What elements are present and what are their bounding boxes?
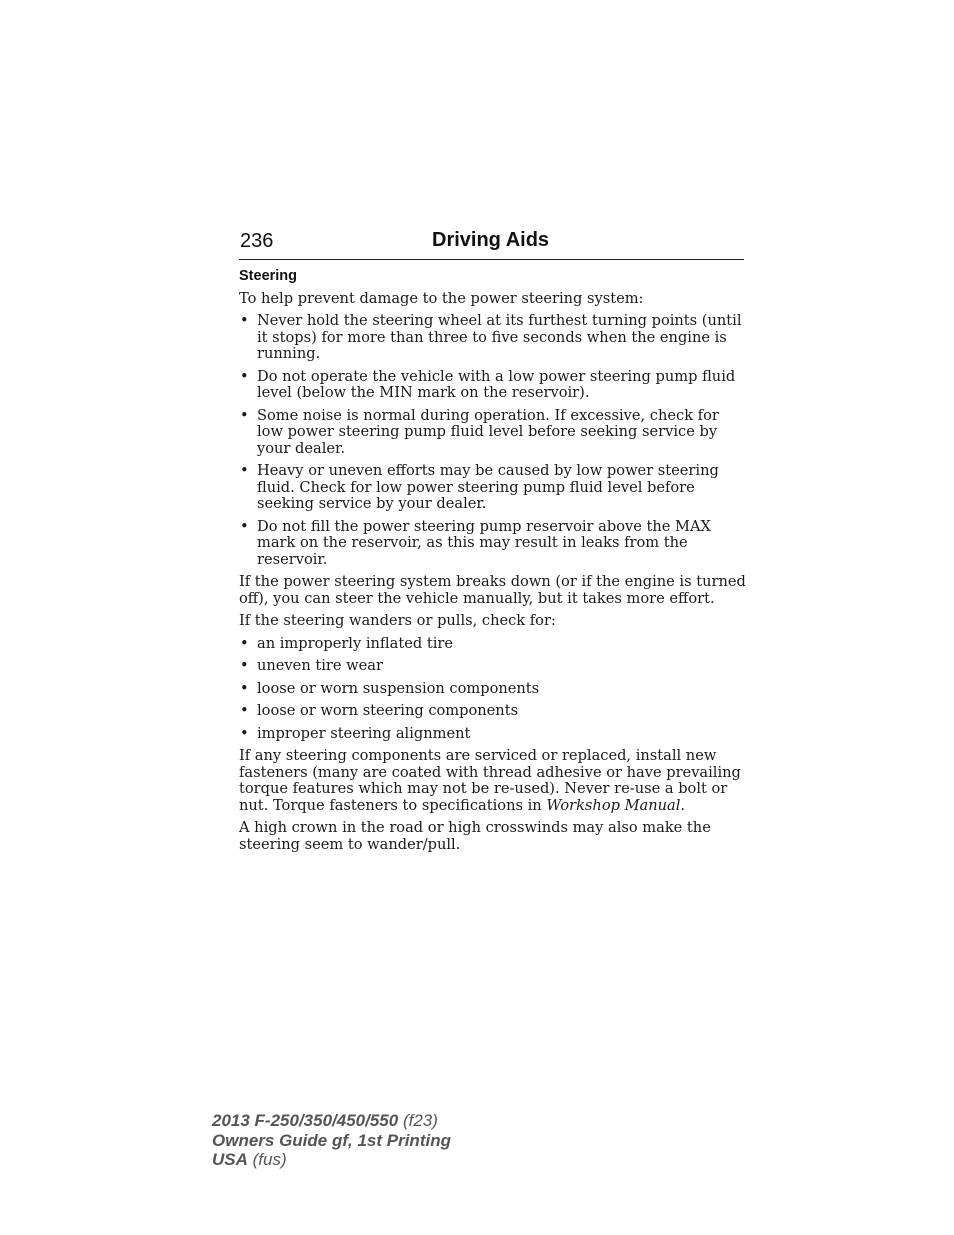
bullet-icon: • bbox=[240, 312, 249, 329]
section-title: Steering bbox=[239, 268, 298, 284]
footer-guide: Owners Guide gf, 1st Printing bbox=[212, 1130, 451, 1150]
bullet-icon: • bbox=[240, 406, 249, 424]
breakdown-paragraph: If the power steering system breaks down (or if the engine is turned off), you can steer the vehicle manually, but it takes more effort. bbox=[239, 573, 746, 607]
footer-model-code: (f23) bbox=[402, 1111, 438, 1130]
bullet-icon: • bbox=[240, 462, 249, 479]
footer-region: USA bbox=[212, 1150, 248, 1169]
list-item: • Heavy or uneven efforts may be caused by low power steering fluid. Check for low power steering pump fluid level before seeking service by your dealer. bbox=[240, 462, 719, 512]
list-item: • an improperly inflated tire bbox=[240, 634, 453, 652]
list-item: • Never hold the steering wheel at its furthest turning points (until it stops) for more than three to five seconds when the engine is running. bbox=[240, 312, 742, 362]
check-list bbox=[239, 636, 749, 743]
bullet-icon: • bbox=[240, 702, 249, 719]
footer-model: 2013 F-250/350/450/550 bbox=[212, 1111, 399, 1130]
list-item: • Some noise is normal during operation. If excessive, check for low power steering pump fluid level before seeking service by your dealer. bbox=[240, 406, 719, 457]
page-footer bbox=[212, 1111, 451, 1170]
bullet-icon: • bbox=[240, 724, 249, 742]
fasteners-paragraph: If any steering components are serviced or replaced, install new fasteners (many are coated with thread adhesive or have prevailing torque features which may not be re-used). Never re-use a bolt or nut. Torque fasteners to specifications in Workshop Manual. bbox=[239, 747, 741, 814]
bullet-icon: • bbox=[240, 657, 249, 674]
list-item: • improper steering alignment bbox=[240, 724, 471, 742]
workshop-manual-reference: Workshop Manual bbox=[546, 796, 681, 814]
bullet-icon: • bbox=[240, 634, 249, 652]
list-item: • loose or worn suspension components bbox=[240, 679, 540, 697]
bullet-icon: • bbox=[240, 367, 249, 385]
intro-paragraph: To help prevent damage to the power steering system: bbox=[239, 289, 644, 307]
list-item: • Do not fill the power steering pump reservoir above the MAX mark on the reservoir, as this may result in leaks from the reservoir. bbox=[240, 517, 711, 568]
precautions-list bbox=[239, 313, 749, 568]
bullet-icon: • bbox=[240, 517, 249, 535]
chapter-title: Driving Aids bbox=[432, 229, 550, 251]
list-item: • Do not operate the vehicle with a low power steering pump fluid level (below the MIN mark on the reservoir). bbox=[240, 367, 736, 401]
page-header bbox=[239, 228, 744, 260]
page-number: 236 bbox=[240, 230, 274, 252]
list-item: • uneven tire wear bbox=[240, 657, 383, 674]
list-item: • loose or worn steering components bbox=[240, 702, 519, 719]
footer-region-code: (fus) bbox=[252, 1150, 287, 1169]
wanders-paragraph: If the steering wanders or pulls, check for: bbox=[239, 612, 556, 629]
crown-paragraph: A high crown in the road or high crosswinds may also make the steering seem to wander/pull. bbox=[239, 819, 711, 853]
page-content bbox=[239, 268, 749, 859]
bullet-icon: • bbox=[240, 679, 249, 697]
